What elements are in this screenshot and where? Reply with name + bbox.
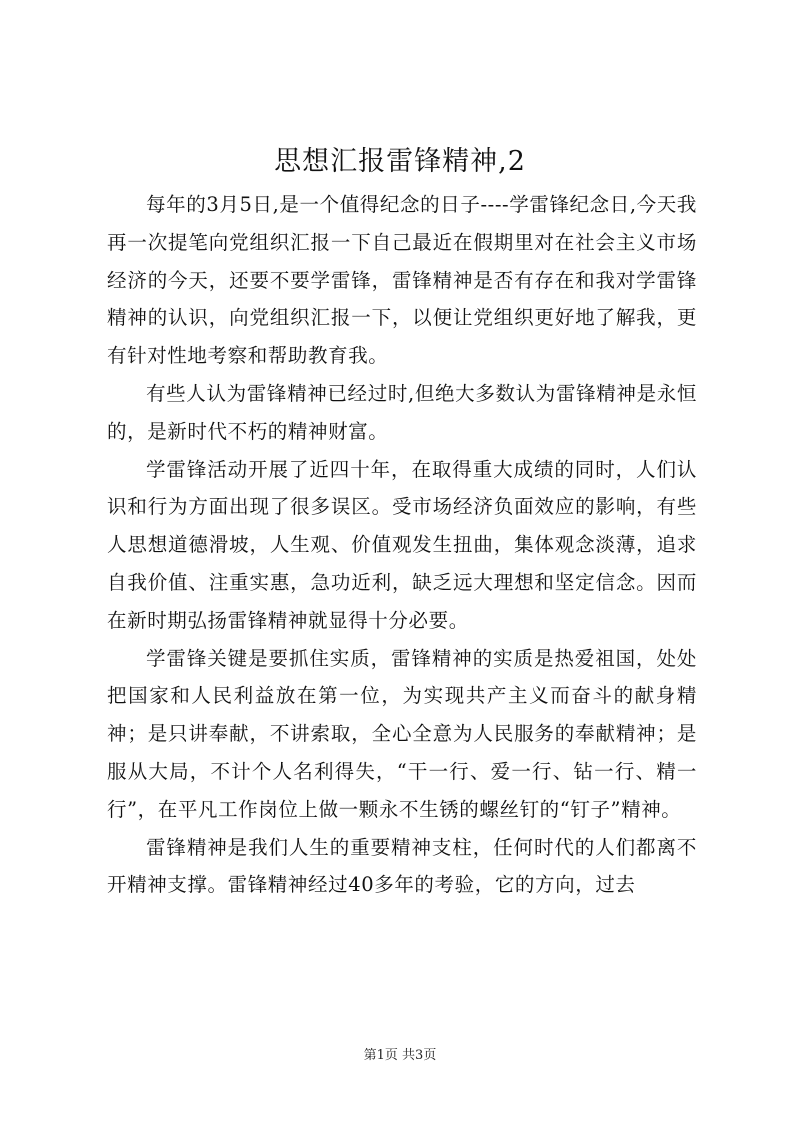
- document-title: 思想汇报雷锋精神,2: [274, 146, 526, 177]
- paragraph: 雷锋精神是我们人生的重要精神支柱，任何时代的人们都离不开精神支撑。雷锋精神经过40多年的考验，它的方向，过去: [107, 835, 697, 897]
- page-footer: 第1页 共3页: [363, 1048, 437, 1063]
- paragraph: 学雷锋关键是要抓住实质，雷锋精神的实质是热爱祖国，处处把国家和人民利益放在第一位，为实现共产主义而奋斗的献身精神；是只讲奉献，不讲索取，全心全意为人民服务的奉献精神；是服从大局，不计个人名利得失，“干一行、爱一行、钻一行、精一行”，在平凡工作岗位上做一颗永不生锈的螺丝钉的“钉子”精神。: [107, 646, 697, 821]
- paragraph: 每年的3月5日,是一个值得纪念的日子----学雷锋纪念日,今天我再一次提笔向党组织汇报一下自己最近在假期里对在社会主义市场经济的今天，还要不要学雷锋，雷锋精神是否有存在和我对学雷锋精神的认识，向党组织汇报一下，以便让党组织更好地了解我，更有针对性地考察和帮助教育我。: [107, 193, 697, 368]
- paragraph: 有些人认为雷锋精神已经过时,但绝大多数认为雷锋精神是永恒的，是新时代不朽的精神财富。: [107, 381, 697, 443]
- paragraph: 学雷锋活动开展了近四十年，在取得重大成绩的同时，人们认识和行为方面出现了很多误区。受市场经济负面效应的影响，有些人思想道德滑坡，人生观、价值观发生扭曲，集体观念淡薄，追求自我价值、注重实惠，急功近利，缺乏远大理想和坚定信念。因而在新时期弘扬雷锋精神就显得十分必要。: [107, 457, 697, 632]
- document-body: [107, 186, 697, 904]
